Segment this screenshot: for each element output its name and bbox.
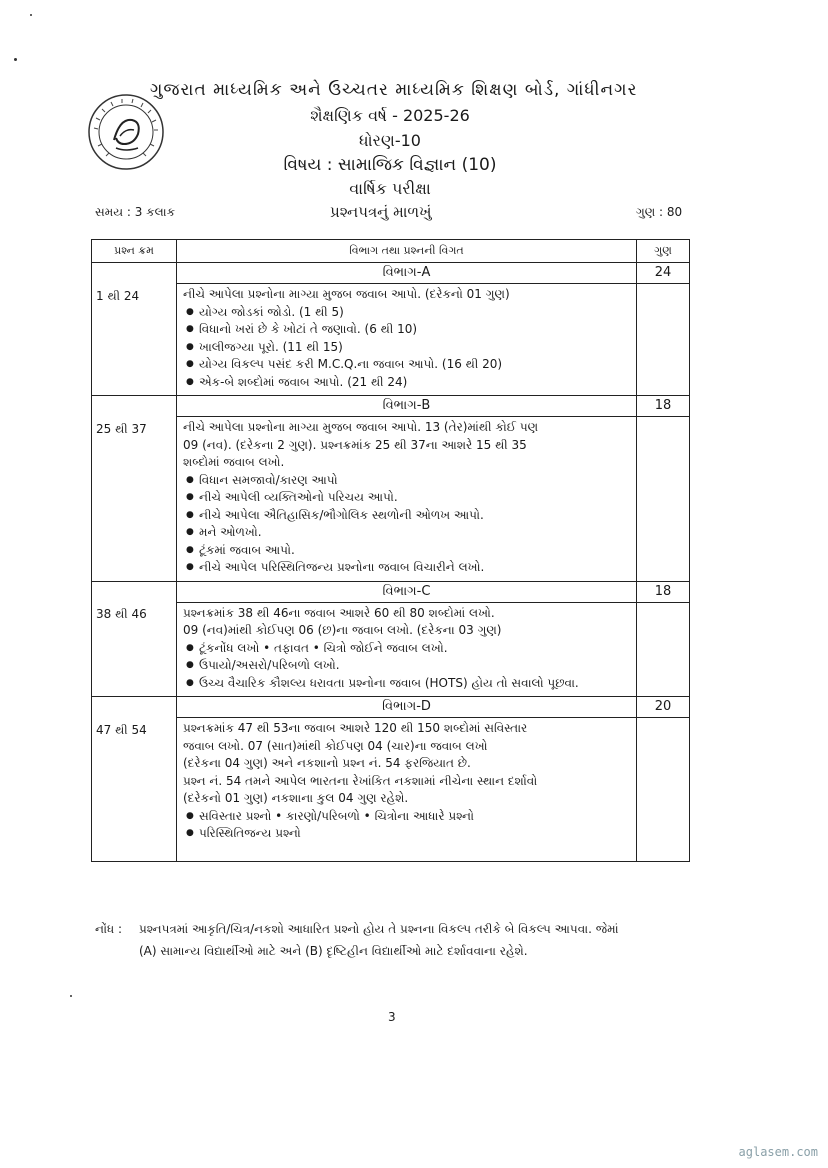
- section-c-bullets: [183, 640, 630, 693]
- section-b-bullet: ● ટૂંકમાં જવાબ આપો.: [199, 542, 630, 560]
- page-number: 3: [388, 1010, 396, 1024]
- section-d-bullet: ● સવિસ્તાર પ્રશ્નો • કારણો/પરિબળો • ચિત્રોના આધારે પ્રશ્નો: [199, 808, 630, 826]
- table-header-row: [92, 240, 690, 263]
- section-d-line: પ્રશ્ન નં. 54 તમને આપેલ ભારતના રેખાંકિત નકશામાં નીચેના સ્થાન દર્શાવો: [183, 773, 538, 788]
- section-b-bullet: ● નીચે આપેલા ઐતિહાસિક/ભૌગોલિક સ્થળોની ઓળખ આપો.: [199, 507, 630, 525]
- blueprint-table: [91, 239, 690, 862]
- section-d-bullet: ● પરિસ્થિતિજન્ય પ્રશ્નો: [199, 825, 630, 843]
- section-c-name: વિભાગ-C: [177, 581, 637, 602]
- section-c-bullet: ● ઉચ્ચ વૈચારિક કૌશલ્ય ધરાવતા પ્રશ્નોના જવાબ (HOTS) હોય તો સવાલો પૂછવા.: [199, 675, 630, 693]
- col-header-question-no: પ્રશ્ન ક્રમ: [92, 240, 177, 263]
- board-name: ગુજરાત માધ્યમિક અને ઉચ્ચતર માધ્યમિક શિક્ષણ બોર્ડ, ગાંધીનગર: [150, 80, 638, 100]
- section-c-body-row: [92, 602, 690, 697]
- watermark: aglasem.com: [738, 1145, 818, 1159]
- section-a-bullet: ● એક-બે શબ્દોમાં જવાબ આપો. (21 થી 24): [199, 374, 630, 392]
- section-c-details: [177, 602, 637, 697]
- section-d-title-row: [92, 697, 690, 718]
- section-a-line: નીચે આપેલા પ્રશ્નોના માગ્યા મુજબ જવાબ આપો. (દરેકનો 01 ગુણ): [183, 287, 510, 301]
- section-a-bullet: ● વિધાનો ખરાં છે કે ખોટાં તે જણાવો. (6 થી 10): [199, 321, 630, 339]
- footnote: [95, 918, 695, 962]
- col-header-details: વિભાગ તથા પ્રશ્નની વિગત: [177, 240, 637, 263]
- section-b-bullet: ● મને ઓળખો.: [199, 524, 630, 542]
- section-b-marks: 18: [637, 396, 690, 417]
- total-marks: ગુણ : 80: [636, 205, 683, 219]
- section-b-range: 25 થી 37: [92, 417, 177, 582]
- note-line-1: [95, 918, 695, 940]
- section-b-name: વિભાગ-B: [177, 396, 637, 417]
- section-b-bullet: ● વિધાન સમજાવો/કારણ આપો: [199, 472, 630, 490]
- scan-speck: [30, 14, 32, 16]
- scan-speck: [14, 58, 17, 61]
- section-b-line: 09 (નવ). (દરેકના 2 ગુણ). પ્રશ્નક્રમાંક 25 થી 37ના આશરે 15 થી 35: [183, 437, 527, 452]
- col-header-marks: ગુણ: [637, 240, 690, 263]
- section-b-body-row: [92, 417, 690, 582]
- section-a-range: 1 થી 24: [92, 284, 177, 396]
- section-d-line: પ્રશ્નક્રમાંક 47 થી 53ના જવાબ આશરે 120 થી 150 શબ્દોમાં સવિસ્તાર: [183, 721, 528, 735]
- section-b-title-row: [92, 396, 690, 417]
- section-d-name: વિભાગ-D: [177, 697, 637, 718]
- section-d-body-row: [92, 718, 690, 862]
- section-b-line: નીચે આપેલા પ્રશ્નોના માગ્યા મુજબ જવાબ આપો. 13 (તેર)માંથી કોઈ પણ: [183, 420, 539, 434]
- section-d-marks: 20: [637, 697, 690, 718]
- section-d-range: 47 થી 54: [92, 718, 177, 862]
- section-c-line: પ્રશ્નક્રમાંક 38 થી 46ના જવાબ આશરે 60 થી 80 શબ્દોમાં લખો.: [183, 605, 495, 620]
- section-a-bullet: ● ખાલીજગ્યા પૂરો. (11 થી 15): [199, 339, 630, 357]
- section-d-line: જવાબ લખો. 07 (સાત)માંથી કોઈપણ 04 (ચાર)ના જવાબ લખો: [183, 738, 488, 753]
- exam-time: સમય : 3 કલાક: [95, 205, 176, 219]
- scan-speck: [70, 995, 72, 997]
- section-a-name: વિભાગ-A: [177, 263, 637, 284]
- paper-structure-title: પ્રશ્નપત્રનું માળખું: [330, 203, 432, 221]
- note-text-1: પ્રશ્નપત્રમાં આકૃતિ/ચિત્ર/નકશો આધારિત પ્રશ્નો હોય તે પ્રશ્નના વિકલ્પ તરીકે બે વિકલ્પ આપવા. જેમાં: [139, 922, 619, 936]
- section-b-bullets: [183, 472, 630, 577]
- section-a-body-row: [92, 284, 690, 396]
- section-d-line: (દરેકના 04 ગુણ) અને નકશાનો પ્રશ્ન નં. 54 ફરજિયાત છે.: [183, 756, 471, 770]
- section-b-line: શબ્દોમાં જવાબ લખો.: [183, 455, 285, 469]
- section-b-bullet: ● નીચે આપેલ પરિસ્થિતિજન્ય પ્રશ્નોના જવાબ વિચારીને લખો.: [199, 559, 630, 577]
- section-d-bullets: [183, 808, 630, 843]
- section-c-range: 38 થી 46: [92, 602, 177, 697]
- section-a-bullet: ● યોગ્ય જોડકાં જોડો. (1 થી 5): [199, 304, 630, 322]
- section-a-marks: 24: [637, 263, 690, 284]
- section-c-title-row: [92, 581, 690, 602]
- section-d-line: (દરેકનો 01 ગુણ) નકશાના કુલ 04 ગુણ રહેશે.: [183, 791, 409, 805]
- section-c-bullet: ● ટૂંકનોંધ લખો • તફાવત • ચિત્રો જોઈને જવાબ લખો.: [199, 640, 630, 658]
- section-c-bullet: ● ઉપાયો/અસરો/પરિબળો લખો.: [199, 657, 630, 675]
- note-text-2: (A) સામાન્ય વિદ્યાર્થીઓ માટે અને (B) દૃષ્ટિહીન વિદ્યાર્થીઓ માટે દર્શાવવાના રહેશે.: [139, 944, 528, 958]
- section-d-details: [177, 718, 637, 862]
- section-b-details: [177, 417, 637, 582]
- note-label: નોંધ :: [95, 922, 122, 936]
- exam-name: વાર્ષિક પરીક્ષા: [349, 179, 431, 198]
- section-a-bullets: [183, 304, 630, 392]
- section-a-bullet: ● યોગ્ય વિકલ્પ પસંદ કરી M.C.Q.ના જવાબ આપો. (16 થી 20): [199, 356, 630, 374]
- section-a-title-row: [92, 263, 690, 284]
- standard: ધોરણ-10: [359, 131, 421, 150]
- academic-year: શૈક્ષણિક વર્ષ - 2025-26: [310, 106, 470, 125]
- section-b-bullet: ● નીચે આપેલી વ્યક્તિઓનો પરિચય આપો.: [199, 489, 630, 507]
- section-c-marks: 18: [637, 581, 690, 602]
- subject: વિષય : સામાજિક વિજ્ઞાન (10): [283, 155, 497, 175]
- section-c-line: 09 (નવ)માંથી કોઈપણ 06 (છ)ના જવાબ લખો. (દરેકના 03 ગુણ): [183, 623, 502, 637]
- section-a-details: [177, 284, 637, 396]
